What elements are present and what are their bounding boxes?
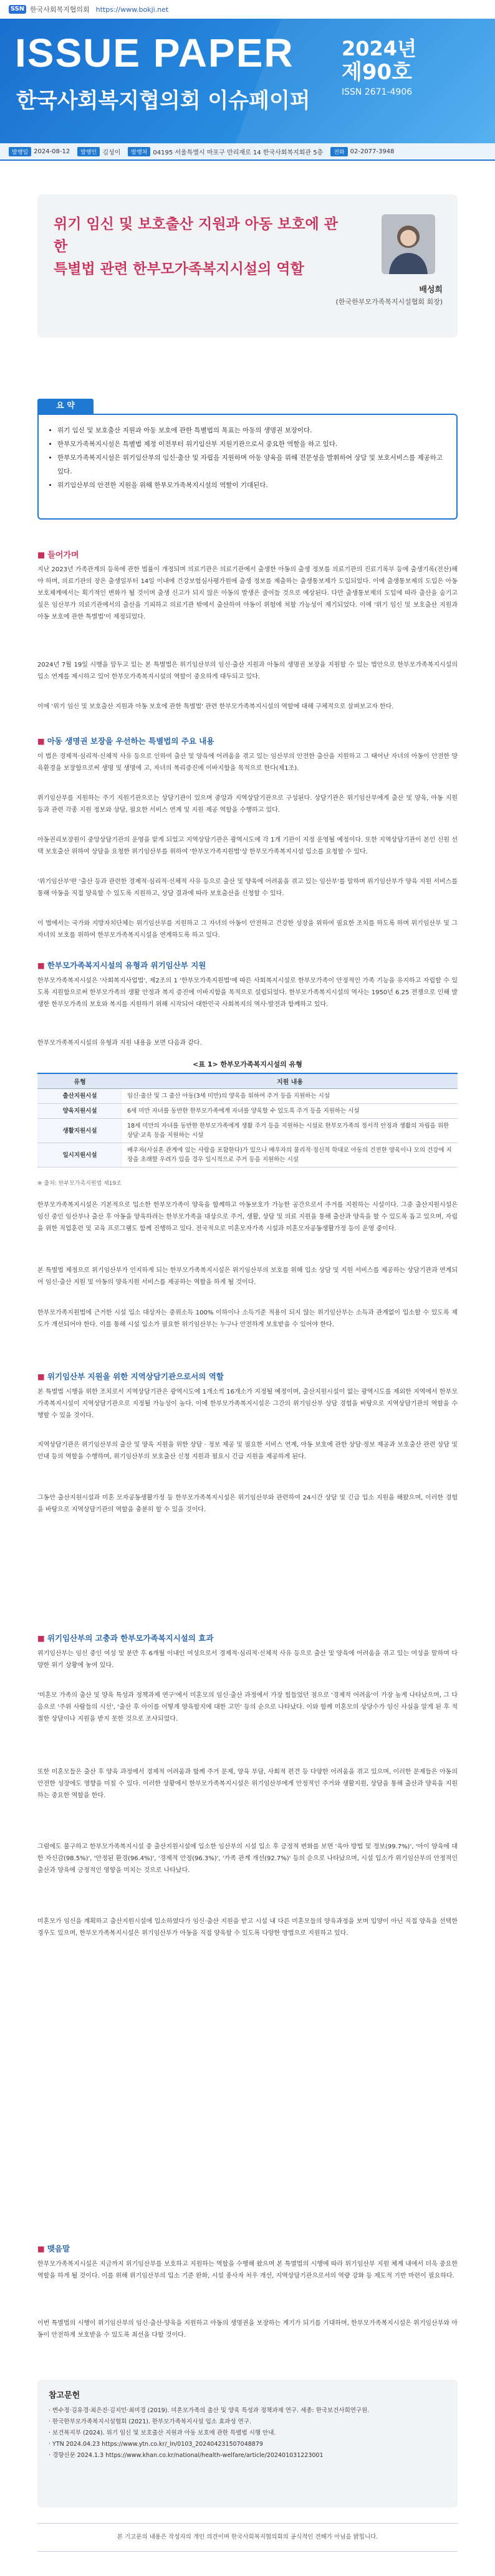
- paragraph: 한부모가족복지시설은 지금까지 위기임산부를 보호하고 지원하는 역할을 수행해 왔으며 본 특별법의 시행에 따라 위기임산부 지원 체계 내에서 더욱 중요한 역할을 하게 될 것이다. 이를 위해 위기임산부의 입소 기준 완화, 시설 종사자 처우 개선, 지역상담기관으로서의 역량 강화 등 제도적 기반 마련이 필요하다.: [37, 2261, 458, 2279]
- article-title-line1: 위기 임신 및 보호출산 지원과 아동 보호에 관한: [54, 216, 338, 255]
- paragraph: 한부모가족복지시설의 유형과 지원 내용을 보면 다음과 같다.: [37, 1040, 202, 1047]
- author-affiliation: (한국한부모가족복지시설협회 회장): [335, 298, 443, 306]
- article-title-line2: 특별법 관련 한부모가족복지시설의 역할: [54, 261, 304, 277]
- facility-type-table: [37, 1073, 458, 1167]
- section-bullet-icon: ■: [37, 1372, 45, 1381]
- paragraph: 한부모가족지원법에 근거한 시설 입소 대상자는 중위소득 100% 이하이나 소득기준 적용이 되지 않는 위기임산부는 소득과 관계없이 입소할 수 있도록 제도가 개선되어야 한다. 이를 통해 시설 입소가 필요한 위기임산부는 누구나 안전하게 보호받을 수 있어야 한다.: [37, 1309, 458, 1328]
- paragraph: 한부모가족복지시설은 '사회복지사업법', 제2조의 1 '한부모가족지원법'에 따른 사회복지시설로 한부모가족이 안정적인 가족 기능을 유지하고 자립할 수 있도록 지원함으로써 한부모가족의 생활 안정과 복지 증진에 이바지함을 목적으로 설립되었다. 한부모가족복지시설의 역사는 1950년 6.25 전쟁으로 인해 발생한 한부모가족의 보호와 복지를 지원하기 위해 시작되어 대한민국 사회복지의 역사·발전과 함께하고 있다.: [37, 977, 458, 1008]
- section-bullet-icon: ■: [37, 961, 45, 970]
- paragraph: 본 특별법 시행을 위한 조치로서 지역상담기관은 광역시도에 1개소씩 16개소가 지정될 예정이며, 출산지원시설이 없는 광역시도를 제외한 지역에서 한부모가족복지시설이 지역상담기관으로 지정될 가능성이 높다. 이에 한부모가족복지시설은 그간의 위기임산부 상담 경험을 바탕으로 지역상담기관의 역할을 수행할 수 있을 것이다.: [37, 1389, 458, 1419]
- reference-link[interactable]: · 경향신문 2024.1.3 https://www.khan.co.kr/national/health-welfare/article/202401031223001: [49, 2452, 324, 2459]
- paragraph: 위기임산부를 지원하는 주기 지원기관으로는 상담기관이 있으며 중앙과 지역상담기관으로 구성된다. 상담기관은 위기임산부에게 출산 및 양육, 아동 지원 등과 관련 각종 지원 정보와 상담, 필요한 서비스 연계 및 지원 제공 역할을 수행하고 있다.: [37, 795, 458, 814]
- author-silhouette-icon: [382, 214, 435, 274]
- issn: ISSN 2671-4906: [342, 87, 413, 97]
- paragraph: 또한 미혼모들은 출산 후 양육 과정에서 경제적 어려움과 함께 주거 문제, 양육 부담, 사회적 편견 등 다양한 어려움을 겪고 있으며, 이러한 문제들은 아동의 안전한 성장에도 영향을 미칠 수 있다. 이러한 상황에서 한부모가족복지시설은 위기임산부에게 안정적인 주거와 생활지원, 상담을 통해 출산과 양육을 지원하는 중요한 역할을 한다.: [37, 1769, 458, 1799]
- paragraph: 지역상담기관은 위기임산부의 출산 및 양육 지원을 위한 상담 · 정보 제공 및 필요한 서비스 연계, 아동 보호에 관한 상담·정보 제공과 보호출산 관련 상담 및 안내 등의 역할을 수행하며, 위기임산부의 보호출산 신청 지원과 필요시 긴급 지원을 제공하게 된다.: [37, 1442, 458, 1460]
- issue-number: 제90호: [342, 60, 413, 85]
- section-heading-counseling: ■ 위기임산부 지원을 위한 지역상담기관으로서의 역할: [37, 1372, 224, 1381]
- publication-info-bar: [0, 143, 495, 161]
- table-row: [37, 1089, 458, 1104]
- paragraph: 2024년 7월 19일 시행을 앞두고 있는 본 특별법은 위기임산부의 임신·출산 지원과 아동의 생명권 보장을 지원할 수 있는 법안으로 한부모가족복지시설의 입소 연계를 제시하고 있어 한부모가족복지시설의 역할이 중요하게 대두되고 있다.: [37, 662, 458, 680]
- header-subtitle: 한국사회복지협의회 이슈페이퍼: [16, 88, 310, 113]
- paragraph: 미혼모가 임신을 계획하고 출산지원시설에 입소하였다가 임신·출산 지원을 받고 시설 내 다른 미혼모들의 양육과정을 보며 입양이 아닌 직접 양육을 선택한 경우도 있으며, 한부모가족복지시설은 위기임산부가 아동을 직접 양육할 수 있도록 다양한 방법으로 지원하고 있다.: [37, 1918, 458, 1937]
- reference-link[interactable]: · YTN 2024.04.23 https://www.ytn.co.kr/_ln/0103_202404231507048879: [49, 2441, 263, 2448]
- paragraph: 위기임산부는 임신 중인 여성 및 분만 후 6개월 이내인 여성으로서 경제적·심리적·신체적 사유 등으로 출산 및 양육에 어려움을 겪고 있는 여성을 말하며 다양한 위기 상황에 놓여 있다.: [37, 1650, 458, 1669]
- table-cell-content: 배우자(사실혼 관계에 있는 사람을 포함한다)가 있으나 배우자의 물리적·정신적 학대로 아동의 건전한 양육이나 모의 건강에 지장을 초래할 우려가 있을 경우 일시적으로 주거 등을 지원하는 시설: [122, 1143, 458, 1167]
- phone-tag: 전화: [330, 147, 347, 156]
- issue-year: 2024년: [342, 37, 416, 60]
- paragraph: 지난 2023년 가족관계의 등록에 관한 법률이 개정되며 의료기관은 의료기관에서 출생한 아동의 출생 정보를 의료기관의 진료기록부 등에 출생기록(전산)해야 하며, 의료기관의 장은 출생일부터 14일 이내에 건강보험심사평가원에 출생 정보를 제출하는 출생통보제가 도입되었다. 이에 출생통보제의 도입은 아동 보호체계에서는 획기적인 변화가 될 것이며 출생 신고가 되지 않은 아동의 발생은 줄어들 것으로 예상된다. 다만 출생통보제의 도입에 따라 출산을 숨기고 싶은 임산부가 의료기관에서의 출산을 기피하고 의료기관 밖에서 출산하여 아동이 위험에 처할 가능성이 제기되었다. 이에 '위기 임신 및 보호출산 지원과 아동 보호에 관한 특별법'이 제정되었다.: [37, 566, 458, 620]
- summary-item: • 한부모가족복지시설은 위기임산부의 임신·출산 및 자립을 지원하며 아동 양육을 위해 전문성을 발휘하여 상담 및 보호서비스를 제공하고 있다.: [57, 451, 445, 478]
- table-row: [37, 1119, 458, 1143]
- table-header-content: 지원 내용: [122, 1073, 458, 1089]
- section-bullet-icon: ■: [37, 551, 46, 560]
- paragraph: 본 특별법 제정으로 위기임산부가 인지하게 되는 한부모가족복지시설은 위기임산부의 보호를 위해 입소 상담 및 지원 서비스를 제공하는 상담기관과 연계되어 임신·출산 지원 및 아동의 양육지원 서비스를 제공하는 역할을 하게 될 것이다.: [37, 1267, 458, 1286]
- summary-item: • 위기임산부의 안전한 지원을 위해 한부모가족복지시설의 역할이 기대된다.: [57, 478, 445, 492]
- section-bullet-icon: ■: [37, 736, 45, 746]
- publisher-tag: 발행인: [77, 147, 100, 156]
- reference-item: · 한국한부모가족복지시설협회 (2021). 한부모가족복지시설 입소 효과성 연구.: [49, 2418, 251, 2425]
- references-title: 참고문헌: [49, 2391, 80, 2400]
- website-link[interactable]: https://www.bokji.net: [95, 5, 169, 14]
- table-cell-content: 18세 미만의 자녀를 동반한 한부모가족에게 생활 주거 등을 지원하는 시설로 한부모가족의 정서적 안정과 생활의 자립을 위한 상담·교육 등을 지원하는 시설: [122, 1119, 458, 1143]
- summary-item: • 한부모가족복지시설은 특별법 제정 이전부터 위기임산부 지원기관으로서 중요한 역할을 하고 있다.: [57, 437, 445, 451]
- paragraph: 이번 특별법의 시행이 위기임산부의 임신·출산·양육을 지원하고 아동의 생명권을 보장하는 계기가 되기를 기대하며, 한부모가족복지시설은 위기임산부와 아동이 안전하게 보호받을 수 있도록 최선을 다할 것이다.: [37, 2320, 458, 2339]
- paragraph: 그럼에도 불구하고 한부모가족복지시설 중 출산지원시설에 입소한 임산부의 시설 입소 후 긍정적 변화를 보면 '육아 방법 및 정보(99.7%)', '아이 양육에 대한 자신감(98.5%)', '안정된 환경(96.4%)', '경제적 안정(96.3%)', '가족 관계 개선(92.7%)' 등의 순으로 나타났으며, 시설 입소가 위기임산부의 안정적인 출산과 양육에 긍정적인 영향을 미치는 것으로 나타났다.: [37, 1843, 458, 1874]
- paragraph: 이에 '위기 임신 및 보호출산 지원과 아동 보호에 관한 특별법' 관련 한부모가족복지시설의 역할에 대해 구체적으로 살펴보고자 한다.: [37, 703, 394, 710]
- section-heading-law: ■ 아동 생명권 보장을 우선하는 특별법의 주요 내용: [37, 736, 214, 746]
- paragraph: '미혼모 가족의 출산 및 양육 특성과 정책과제 연구'에서 미혼모의 임신·출산 과정에서 가장 힘들었던 점으로 '경제적 어려움'이 가장 높게 나타났으며, 그 다음으로 '주위 사람들의 시선', '출산 후 아이를 어떻게 양육할지에 대한 고민' 등의 순으로 나타났다. 이와 함께 미혼모의 상당수가 임신 사실을 알게 된 후 적절한 상담이나 지원을 받지 못한 것으로 조사되었다.: [37, 1692, 458, 1723]
- table-cell-type: 출산지원시설: [37, 1089, 122, 1104]
- disclaimer-footer: 본 기고문의 내용은 작성자의 개인 의견이며 한국사회복지협의회의 공식적인 견해가 아님을 밝힙니다.: [37, 2523, 458, 2552]
- paragraph: 그동안 출산지원시설과 미혼 모자공동생활가정 등 한부모가족복지시설은 위기임산부와 관련하여 24시간 상담 및 긴급 입소 지원을 해왔으며, 이러한 경험을 바탕으로 지역상담기관의 역할을 충분히 할 수 있을 것이다.: [37, 1495, 458, 1513]
- article-title-card: [37, 194, 458, 338]
- top-bar: [0, 0, 495, 19]
- table-title: <표 1> 한부모가족복지시설의 유형: [193, 1060, 302, 1068]
- article-title: [54, 213, 340, 280]
- summary-box: [37, 414, 458, 520]
- table-cell-type: 생활지원시설: [37, 1119, 122, 1143]
- header-title: ISSUE PAPER: [15, 31, 294, 75]
- address: 04195 서울특별시 마포구 만리재로 14 한국사회복지회관 5층: [153, 149, 324, 156]
- section-heading-conclusion: ■ 맺음말: [37, 2244, 70, 2253]
- reference-item: · 보건복지부 (2024). 위기 임신 및 보호출산 지원과 아동 보호에 관한 특별법 시행 안내.: [49, 2430, 276, 2436]
- author-photo: [382, 214, 435, 274]
- date-tag: 발행일: [9, 147, 31, 156]
- paragraph: 한부모가족복지시설은 기본적으로 입소한 한부모가족이 양육을 함께하고 아동보호가 가능한 공간으로서 주거를 지원하는 시설이다. 그중 출산지원시설은 임신 중인 임산부나 출산 후 아동을 양육하려는 한부모가족을 대상으로 주거, 생활, 상담 및 의료 지원을 통해 출산과 양육을 할 수 있도록 돕고 있으며, 자립을 위한 직업훈련 및 교육 프로그램도 함께 진행하고 있다. 전국적으로 미혼모자가족 시설과 미혼모자공동생활가정 등이 운영 중이다.: [37, 1202, 458, 1232]
- table-cell-type: 일시지원시설: [37, 1143, 122, 1167]
- publish-date: 2024-08-12: [34, 148, 70, 155]
- paragraph: 이 법에서는 국가와 지방자치단체는 위기임산부를 지원하고 그 자녀의 아동이 안전하고 건강한 성장을 위하여 필요한 조치를 하도록 하며 위기임산부 및 그 자녀의 보호를 위하여 한부모가족복지시설을 연계하도록 하고 있다.: [37, 920, 458, 939]
- section-heading-effects: ■ 위기임산부의 고충과 한부모가족복지시설의 효과: [37, 1633, 214, 1643]
- summary-label: 요 약: [37, 399, 94, 414]
- section-heading-facilities: ■ 한부모가족복지시설의 유형과 위기임산부 지원: [37, 961, 206, 970]
- phone: 02-2077-3948: [350, 148, 395, 155]
- author-name: 배성희: [419, 285, 443, 295]
- paragraph: 이 법은 경제적·심리적·신체적 사유 등으로 인하여 출산 및 양육에 어려움을 겪고 있는 임산부의 안전한 출산을 지원하고 그 태어난 자녀의 아동이 안전한 양육환경을 보장함으로써 생명 및 생명에 고, 자녀의 복리증진에 이바지함을 목적으로 한다(제1조).: [37, 753, 458, 772]
- table-row: [37, 1143, 458, 1167]
- table-source: ※ 출처: 한부모가족지원법 제19조: [37, 1181, 122, 1187]
- table-cell-type: 양육지원시설: [37, 1104, 122, 1119]
- section-bullet-icon: ■: [37, 2244, 45, 2253]
- summary-list: [50, 424, 445, 492]
- header-banner: [0, 19, 495, 143]
- table-cell-content: 6세 미만 자녀를 동반한 한부모가족에게 자녀를 양육할 수 있도록 주거 등을 지원하는 시설: [122, 1104, 458, 1119]
- reference-item: · 변수정·김유경·최은진·김지민·최미경 (2019). 미혼모가족의 출산 및 양육 특성과 정책과제 연구. 세종: 한국보건사회연구원.: [49, 2407, 370, 2414]
- paragraph: 아동권리보장원이 중앙상담기관의 운영을 맡게 되었고 지역상담기관은 광역시도에 각 1개 기관이 지정 운영될 예정이다. 또한 지역상담기관이 본인 신원 선택 보호출산 위하여 상담을 요청한 위기임산부를 위하여 '한부모가족지원법'상 한부모가족복지시설 입소를 요청할 수 있다.: [37, 837, 458, 855]
- address-tag: 발행처: [128, 147, 150, 156]
- paragraph: '위기임산부'란 '출산 등과 관련한 경제적·심리적·신체적 사유 등으로 출산 및 양육에 어려움을 겪고 있는 임산부'를 말하며 위기임산부가 양육 지원 서비스를 통해 아동을 직접 양육할 수 있도록 지원하고, 상담 결과에 따라 보호출산을 신청할 수 있다.: [37, 878, 458, 897]
- references-box: [37, 2380, 458, 2507]
- issue-info: [342, 37, 473, 97]
- summary-item: • 위기 임신 및 보호출산 지원과 아동 보호에 관한 특별법의 목표는 아동의 생명권 보장이다.: [57, 424, 445, 437]
- table-cell-content: 임신·출산 및 그 출산 아동(3세 미만)의 양육을 위하여 주거 등을 지원하는 시설: [122, 1089, 458, 1104]
- publisher: 김성이: [102, 149, 121, 156]
- table-row: [37, 1104, 458, 1119]
- table-header-type: 유형: [37, 1073, 122, 1089]
- ssn-logo: SSN: [9, 5, 26, 14]
- org-name-small: 한국사회복지협의회: [30, 6, 90, 14]
- section-heading-intro: ■ 들어가며: [37, 551, 79, 560]
- section-bullet-icon: ■: [37, 1633, 45, 1643]
